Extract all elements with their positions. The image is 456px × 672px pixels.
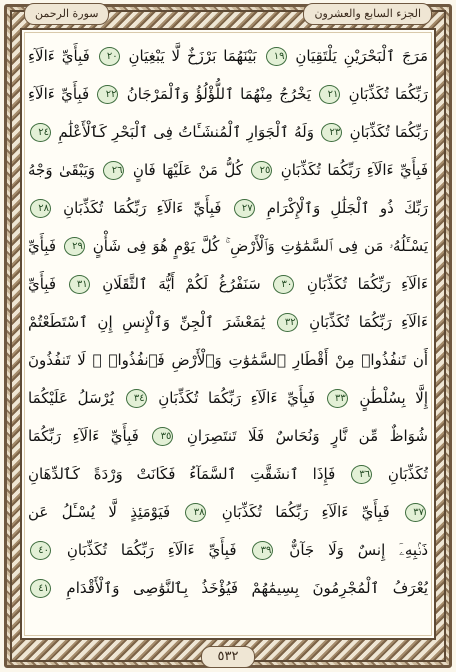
ayah-number-marker: ٣٨: [185, 503, 206, 522]
ayah-number-marker: ٣٥: [152, 427, 173, 446]
ayah-number-marker: ٣٦: [351, 465, 372, 484]
ayah-number-marker: ٢٥: [251, 161, 272, 180]
text-line: رَبِّكُمَا تُكَذِّبَانِ ٢٣ وَلَهُ ٱلْجَوَارِ ٱلْمُنشَـَٔاتُ فِى ٱلْبَحْرِ كَٱلْأَعْلَٰمِ ٢٤: [28, 114, 428, 152]
text-line: يُعْرَفُ ٱلْمُجْرِمُونَ بِسِيمَٰهُمْ فَيُؤْخَذُ بِٱلنَّوَٰصِى وَٱلْأَقْدَامِ ٤١: [28, 570, 428, 608]
text-line: أَن تَنفُذُوا۟ مِنْ أَقْطَارِ ٱلسَّمَٰوَٰتِ وَٱلْأَرْضِ فَٱنفُذُوا۟ ۚ لَا تَنفُذُونَ: [28, 351, 428, 369]
ayah-number-marker: ٢٧: [234, 199, 255, 218]
text-line: مَرَجَ ٱلْبَحْرَيْنِ يَلْتَقِيَانِ ١٩ بَيْنَهُمَا بَرْزَخٌ لَّا يَبْغِيَانِ ٢٠ فَبِأَيِّ ءَالَآءِ: [28, 47, 428, 65]
ayah-number-marker: ٣٣: [327, 389, 348, 408]
ayah-number-marker: ١٩: [266, 47, 287, 66]
ayah-number-marker: ٣٢: [277, 313, 298, 332]
ayah-number-marker: ٢١: [319, 85, 340, 104]
ayah-number-marker: ٢٦: [103, 161, 124, 180]
text-line: تُكَذِّبَانِ ٣٦ فَإِذَا ٱنشَقَّتِ ٱلسَّمَآءُ فَكَانَتْ وَرْدَةً كَٱلدِّهَانِ: [28, 465, 428, 483]
ayah-number-marker: ٢٤: [30, 123, 51, 142]
text-line: ءَالَآءِ رَبِّكُمَا تُكَذِّبَانِ ٣٢ يَٰمَعْشَرَ ٱلْجِنِّ وَٱلْإِنسِ إِنِ ٱسْتَطَعْتُمْ: [28, 313, 428, 331]
text-line: ٣٧ فَبِأَيِّ ءَالَآءِ رَبِّكُمَا تُكَذِّبَانِ ٣٨ فَيَوْمَئِذٍ لَّا يُسْـَٔلُ عَن: [28, 503, 424, 521]
ayah-number-marker: ٢٠: [99, 47, 120, 66]
quran-text: [28, 38, 428, 630]
ayah-number-marker: ٣٠: [273, 275, 294, 294]
text-line: رَبِّكُمَا تُكَذِّبَانِ ٢١ يَخْرُجُ مِنْهُمَا ٱللُّؤْلُؤُ وَٱلْمَرْجَانُ ٢٢ فَبِأَيِّ ءَالَآءِ: [28, 85, 428, 103]
page-header: [24, 2, 432, 24]
ayah-number-marker: ٢٢: [97, 85, 118, 104]
text-line: يَسْـَٔلُهُۥ مَن فِى ٱلسَّمَٰوَٰتِ وَٱلْأَرْضِ ۚ كُلَّ يَوْمٍ هُوَ فِى شَأْنٍ ٢٩ فَبِأَيِّ: [28, 237, 428, 255]
ayah-number-marker: ٢٩: [64, 237, 85, 256]
ayah-number-marker: ٣٧: [405, 503, 426, 522]
text-line: ذَنۢبِهِۦٓ إِنسٌ وَلَا جَآنٌّ ٣٩ فَبِأَيِّ ءَالَآءِ رَبِّكُمَا تُكَذِّبَانِ ٤٠: [28, 532, 428, 570]
text-line: إِلَّا بِسُلْطَٰنٍ ٣٣ فَبِأَيِّ ءَالَآءِ رَبِّكُمَا تُكَذِّبَانِ ٣٤ يُرْسَلُ عَلَيْكُمَا: [28, 389, 428, 407]
text-line: رَبِّكَ ذُو ٱلْجَلَٰلِ وَٱلْإِكْرَامِ ٢٧ فَبِأَيِّ ءَالَآءِ رَبِّكُمَا تُكَذِّبَانِ ٢٨: [28, 190, 428, 228]
ayah-number-marker: ٤٠: [30, 541, 51, 560]
ayah-number-marker: ٢٨: [30, 199, 51, 218]
page-number: ٥٣٢: [201, 646, 255, 668]
text-line: ءَالَآءِ رَبِّكُمَا تُكَذِّبَانِ ٣٠ سَنَفْرُغُ لَكُمْ أَيُّهَ ٱلثَّقَلَانِ ٣١ فَبِأَيِّ: [28, 275, 428, 293]
text-line: شُوَاظٌ مِّن نَّارٍ وَنُحَاسٌ فَلَا تَنتَصِرَانِ ٣٥ فَبِأَيِّ ءَالَآءِ رَبِّكُمَا: [28, 427, 428, 445]
ayah-number-marker: ٣٤: [126, 389, 147, 408]
surah-title: سورة الرحمن: [24, 3, 109, 25]
juz-title: الجزء السابع والعشرون: [303, 3, 432, 25]
text-line: فَبِأَيِّ ءَالَآءِ رَبِّكُمَا تُكَذِّبَانِ ٢٥ كُلُّ مَنْ عَلَيْهَا فَانٍ ٢٦ وَيَبْقَىٰ وَجْهُ: [28, 161, 428, 179]
ayah-number-marker: ٣١: [69, 275, 90, 294]
ayah-number-marker: ٣٩: [252, 541, 273, 560]
ayah-number-marker: ٢٣: [321, 123, 342, 142]
ayah-number-marker: ٤١: [30, 579, 51, 598]
